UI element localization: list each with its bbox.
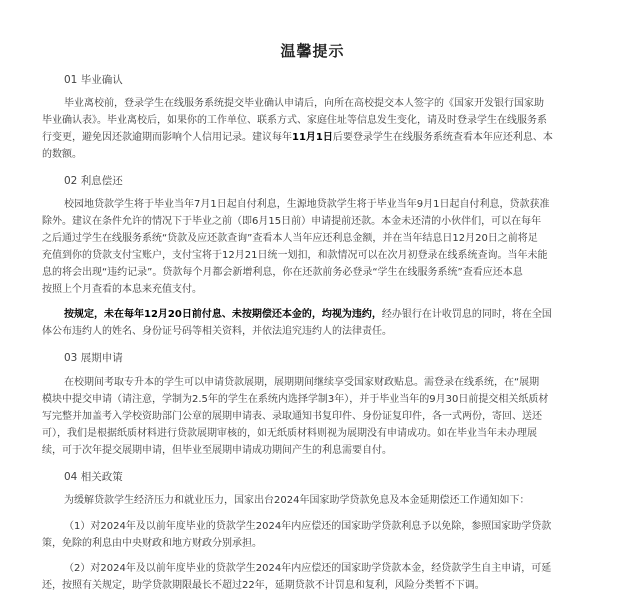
paragraph-line: 在校期间考取专升本的学生可以申请贷款展期，展期期间继续享受国家财政贴息。需登录在线系统，在“展期 — [64, 377, 540, 388]
section-heading-graduation-confirm: 01 毕业确认 — [64, 74, 123, 86]
paragraph-line: 模块中提交申请（请注意，学制为2.5年的学生在系统内选择学制3年），并于毕业当年的9月30日前提交相关纸质材 — [42, 394, 549, 405]
paragraph-line: 之后通过学生在线服务系统“贷款及应还款查询”查看本人当年应还利息金额，并在当年结息日12月20日之前将足 — [42, 233, 538, 244]
paragraph-line — [64, 308, 625, 321]
paragraph-line: 按照上个月查看的本息来充值支付。 — [42, 284, 202, 295]
paragraph-line — [42, 131, 625, 144]
page-title: 温馨提示 — [280, 42, 345, 60]
paragraph-line: 还，按照有关规定，助学贷款期限最长不超过22年，延期贷款不计罚息和复利，风险分类暂不下调。 — [42, 580, 485, 591]
paragraph-line: 毕业离校前，登录学生在线服务系统提交毕业确认申请后，向所在高校提交本人签字的《国家开发银行国家助 — [64, 98, 544, 109]
paragraph-line: 毕业确认表》。毕业离校后，如果你的工作单位、联系方式、家庭住址等信息发生变化，请及时登录学生在线服务系 — [42, 115, 547, 126]
text-run: 后要登录学生在线服务系统查看本年应还利息、本 — [332, 132, 553, 143]
paragraph-line: 体公布违约人的姓名、身份证号码等相关资料，并依法追究违约人的法律责任。 — [42, 326, 392, 337]
paragraph-line: 除外。建议在条件允许的情况下于毕业之前（即6月15日前）申请提前还款。本金未还清的小伙伴们，可以在每年 — [42, 216, 542, 227]
text-run: 经办银行在计收罚息的同时，将在全国 — [381, 309, 552, 320]
section-heading-policy: 04 相关政策 — [64, 471, 123, 483]
section-heading-interest-repayment: 02 利息偿还 — [64, 175, 123, 187]
paragraph-line: 充值到你的贷款支付宝账户，支付宝将于12月21日统一划扣，和款情况可以在次月初登录在线系统查询。当年未能 — [42, 250, 548, 261]
paragraph-line: 息的将会出现“违约记录”。贷款每个月都会新增利息，你在还款前务必登录“学生在线服务系统”查看应还本息 — [42, 267, 523, 278]
paragraph-line: 校园地贷款学生将于毕业当年7月1日起自付利息，生源地贷款学生将于毕业当年9月1日起自付利息，贷款获准 — [64, 199, 550, 210]
paragraph-line: 为缓解贷款学生经济压力和就业压力，国家出台2024年国家助学贷款免息及本金延期偿还工作通知如下： — [64, 495, 530, 506]
highlight-date: 11月1日 — [292, 132, 333, 143]
paragraph-line: 写完整并加盖考入学校资助部门公章的展期申请表、录取通知书复印件、身份证复印件，各一式两份，寄回、送还 — [42, 411, 542, 422]
default-warning: 按规定，未在每年12月20日前付息、未按期偿还本金的，均视为违约， — [64, 309, 382, 320]
paragraph-line: 续，可于次年提交展期申请，但毕业至展期申请成功期间产生的利息需要自付。 — [42, 445, 392, 456]
paragraph-line: 策，免除的利息由中央财政和地方财政分别承担。 — [42, 538, 262, 549]
paragraph-line: （2）对2024年及以前年度毕业的贷款学生2024年内应偿还的国家助学贷款本金，经贷款学生自主申请，可延 — [64, 563, 552, 574]
paragraph-line: 可），我们是根据纸质材料进行贷款展期审核的，如无纸质材料则视为展期没有申请成功。如在毕业当年未办理展 — [42, 428, 537, 439]
section-heading-extension: 03 展期申请 — [64, 352, 123, 364]
text-run: 行变更，避免因还款逾期而影响个人信用记录。建议每年 — [42, 132, 292, 143]
paragraph-line: 的数额。 — [42, 149, 82, 160]
paragraph-line: （1）对2024年及以前年度毕业的贷款学生2024年内应偿还的国家助学贷款利息予以免除，参照国家助学贷款 — [64, 521, 552, 532]
